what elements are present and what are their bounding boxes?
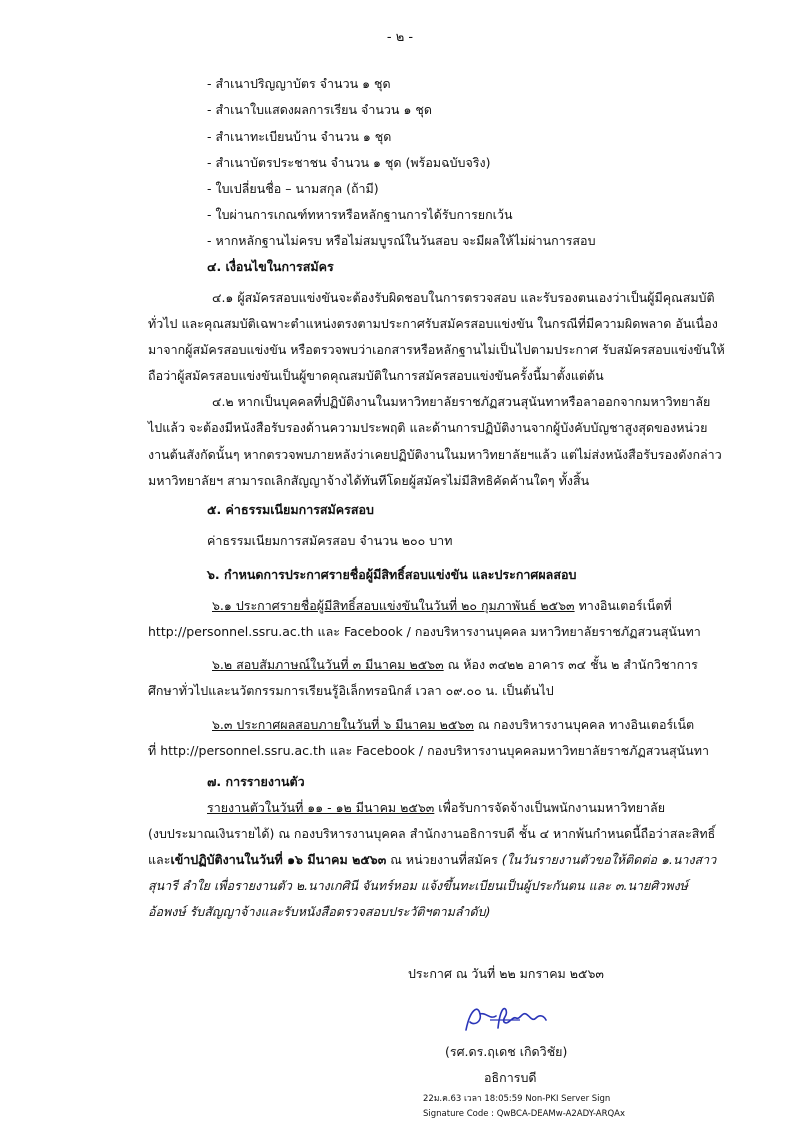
s4-p1-line3: มาจากผู้สมัครสอบแข่งขัน หรือตรวจพบว่าเอกสารหรือหลักฐานไม่เป็นไปตามประกาศ รับสมัครสอบแข่งขันให้ bbox=[148, 342, 725, 357]
s4-p1-line4: ถือว่าผู้สมัครสอบแข่งขันเป็นผู้ขาดคุณสมบัติในการสมัครสอบแข่งขันครั้งนี้มาตั้งแต่ต้น bbox=[148, 368, 604, 383]
s7-l3-note: (ในวันรายงานตัวขอให้ติดต่อ ๑.นางสาว bbox=[501, 852, 717, 867]
s6-p3-line1 bbox=[212, 715, 694, 735]
s6-p2-rest: ณ ห้อง ๓๔๒๒ อาคาร ๓๔ ชั้น ๒ สำนักวิชาการ bbox=[443, 657, 698, 672]
s4-p2-line3: งานต้นสังกัดนั้นๆ หากตรวจพบภายหลังว่าเคยปฏิบัติงานในมหาวิทยาลัยฯแล้ว แต่ไม่ส่งหนังสือรับรองดังกล่าว bbox=[148, 447, 722, 462]
s7-line5: อ้อพงษ์ รับสัญญาจ้างและรับหนังสือตรวจสอบประวัติฯตามลำดับ) bbox=[148, 904, 491, 919]
s6-p3-rest: ณ กองบริหารงานบุคคล ทางอินเตอร์เน็ต bbox=[473, 717, 695, 732]
doc-item-5: - ใบเปลี่ยนชื่อ – นามสกุล (ถ้ามี) bbox=[207, 181, 379, 196]
s4-p1-line2: ทั่วไป และคุณสมบัติเฉพาะตำแหน่งตรงตามประกาศรับสมัครสอบแข่งขัน ในกรณีที่มีความผิดพลาด อันเนื่อง bbox=[148, 316, 718, 331]
section5-text: ค่าธรรมเนียมการสมัครสอบ จำนวน ๒๐๐ บาท bbox=[207, 533, 453, 548]
doc-item-4: - สำเนาบัตรประชาชน จำนวน ๑ ชุด (พร้อมฉบับจริง) bbox=[207, 155, 491, 170]
s7-line4: สุนารี ลำใย เพื่อรายงานตัว ๒.นางเกศินี จันทร์หอม แจ้งขึ้นทะเบียนเป็นผู้ประกันตน และ ๓.นายศิวพงษ์ bbox=[148, 878, 688, 893]
s6-p1-line1 bbox=[212, 596, 672, 616]
s6-p1-rest: ทางอินเตอร์เน็ตที่ bbox=[574, 598, 672, 613]
signature-stroke bbox=[466, 1009, 546, 1030]
server-sign: 22ม.ค.63 เวลา 18:05:59 Non-PKI Server Sign bbox=[423, 1094, 611, 1104]
section6-heading: ๖. กำหนดการประกาศรายชื่อผู้มีสิทธิ์สอบแข่งขัน และประกาศผลสอบ bbox=[207, 567, 577, 582]
s6-p1-line2: http://personnel.ssru.ac.th และ Facebook / กองบริหารงานบุคคล มหาวิทยาลัยราชภัฏสวนสุนันทา bbox=[148, 624, 701, 639]
s6-p3-line2: ที่ http://personnel.ssru.ac.th และ Facebook / กองบริหารงานบุคคลมหาวิทยาลัยราชภัฏสวนสุนันทา bbox=[148, 743, 709, 758]
s4-p2-line2: ไปแล้ว จะต้องมีหนังสือรับรองด้านความประพฤติ และด้านการปฏิบัติงานจากผู้บังคับบัญชาสูงสุดของหน่วย bbox=[148, 420, 708, 435]
page-number: - ๒ - bbox=[386, 30, 414, 45]
s4-p2-line1: ๔.๒ หากเป็นบุคคลที่ปฏิบัติงานในมหาวิทยาลัยราชภัฏสวนสุนันทาหรือลาออกจากมหาวิทยาลัย bbox=[212, 394, 711, 409]
s7-report-date: รายงานตัวในวันที่ ๑๑ - ๑๒ มีนาคม ๒๕๖๓ bbox=[207, 800, 435, 815]
s4-p2-line4: มหาวิทยาลัยฯ สามารถเลิกสัญญาจ้างได้ทันทีโดยผู้สมัครไม่มีสิทธิคัดค้านใดๆ ทั้งสิ้น bbox=[148, 473, 590, 488]
s6-p2-line2: ศึกษาทั่วไปและนวัตกรรมการเรียนรู้อิเล็กทรอนิกส์ เวลา ๐๙.๐๐ น. เป็นต้นไป bbox=[148, 683, 554, 698]
s6-p3-date: ๖.๓ ประกาศผลสอบภายในวันที่ ๖ มีนาคม ๒๕๖๓ bbox=[212, 717, 474, 732]
s6-p1-date: ๖.๑ ประกาศรายชื่อผู้มีสิทธิ์สอบแข่งขันในวันที่ ๒๐ กุมภาพันธ์ ๒๕๖๓ bbox=[212, 598, 575, 613]
s7-line1 bbox=[207, 798, 665, 818]
s7-start-date: เข้าปฏิบัติงานในวันที่ ๑๖ มีนาคม ๒๕๖๓ bbox=[170, 852, 387, 867]
section7-heading: ๗. การรายงานตัว bbox=[207, 774, 305, 789]
s4-p1-line1: ๔.๑ ผู้สมัครสอบแข่งขันจะต้องรับผิดชอบในการตรวจสอบ และรับรองตนเองว่าเป็นผู้มีคุณสมบัติ bbox=[212, 290, 715, 305]
signature-code: Signature Code : QwBCA-DEAMw-A2ADY-ARQAx bbox=[423, 1109, 626, 1119]
s6-p2-line1 bbox=[212, 655, 698, 675]
s7-line1-rest: เพื่อรับการจัดจ้างเป็นพนักงานมหาวิทยาลัย bbox=[434, 800, 666, 815]
signer-title: อธิการบดี bbox=[484, 1070, 537, 1085]
doc-item-6: - ใบผ่านการเกณฑ์ทหารหรือหลักฐานการได้รับการยกเว้น bbox=[207, 207, 513, 222]
s7-l3-pre: และ bbox=[148, 852, 171, 867]
s7-line2: (งบประมาณเงินรายได้) ณ กองบริหารงานบุคคล สำนักงานอธิการบดี ชั้น ๔ หากพ้นกำหนดนี้ถือว่าสละสิทธิ์ bbox=[148, 826, 716, 841]
doc-item-2: - สำเนาใบแสดงผลการเรียน จำนวน ๑ ชุด bbox=[207, 102, 432, 117]
doc-item-1: - สำเนาปริญญาบัตร จำนวน ๑ ชุด bbox=[207, 76, 391, 91]
s7-line3 bbox=[148, 850, 716, 870]
announce-date: ประกาศ ณ วันที่ ๒๒ มกราคม ๒๕๖๓ bbox=[408, 966, 604, 981]
s7-l3-mid: ณ หน่วยงานที่สมัคร bbox=[386, 852, 502, 867]
signer-name: (รศ.ดร.ฤเดช เกิดวิชัย) bbox=[445, 1044, 568, 1059]
doc-item-3: - สำเนาทะเบียนบ้าน จำนวน ๑ ชุด bbox=[207, 129, 392, 144]
signature-image bbox=[460, 1000, 560, 1036]
doc-item-7: - หากหลักฐานไม่ครบ หรือไม่สมบูรณ์ในวันสอบ จะมีผลให้ไม่ผ่านการสอบ bbox=[207, 233, 596, 248]
s6-p2-date: ๖.๒ สอบสัมภาษณ์ในวันที่ ๓ มีนาคม ๒๕๖๓ bbox=[212, 657, 444, 672]
section5-heading: ๕. ค่าธรรมเนียมการสมัครสอบ bbox=[207, 502, 374, 517]
section4-heading: ๔. เงื่อนไขในการสมัคร bbox=[207, 259, 334, 274]
